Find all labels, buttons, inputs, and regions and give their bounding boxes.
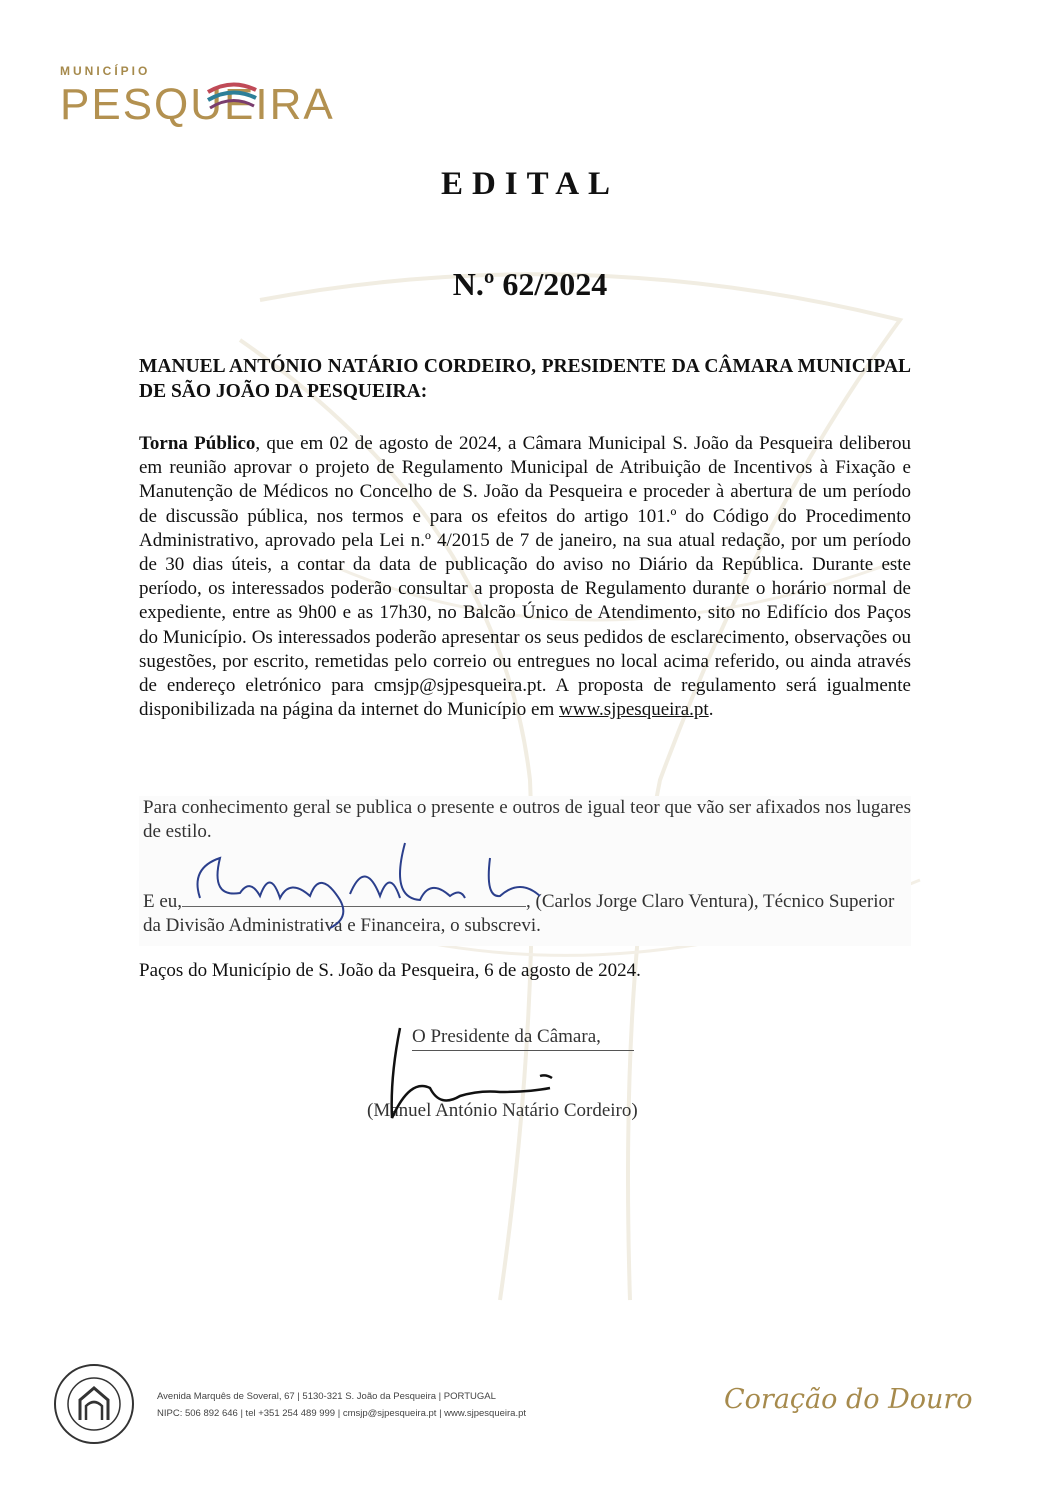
subscriber-prefix: E eu,	[143, 891, 183, 912]
coracao-do-douro-logo: Coração do Douro	[724, 1384, 973, 1415]
body-main: , que em 02 de agosto de 2024, a Câmara Municipal S. João da Pesqueira deliberou em reunião aprovar o projeto de Regulamento Municipal de Atribuição de Incentivos à Fixação e Manutenção de Médicos no Concelho de S. João da Pesqueira e proceder à abertura de um período de discussão pública, nos termos e para os efeitos do artigo 101.º do Código do Procedimento Administrativo, aprovado pela Lei n.º 4/2015 de 7 de janeiro, na sua atual redação, por um período de 30 dias úteis, a contar da data de publicação do aviso no Diário da República. Durante este período, os interessados poderão consultar a proposta de Regulamento durante o horário normal de expediente, entre as 9h00 e as 17h30, no Balcão Único de Atendimento, sito no Edifício dos Paços do Município. Os interessados poderão apresentar os seus pedidos de esclarecimento, observações ou sugestões, por escrito, remetidas pelo correio ou entregues no local acima referido, ou ainda através de endereço eletrónico para cmsjp@sjpesqueira.pt. A proposta de regulamento será igualmente disponibilizada na página da internet do Município em	[139, 433, 911, 721]
website-link[interactable]: www.sjpesqueira.pt	[559, 699, 709, 721]
president-signature	[370, 1018, 600, 1128]
logo-small-text: MUNICÍPIO	[60, 64, 151, 78]
body-lead: Torna Público	[139, 433, 256, 454]
document-heading: MANUEL ANTÓNIO NATÁRIO CORDEIRO, PRESIDENTE DA CÂMARA MUNICIPAL DE SÃO JOÃO DA PESQUEIRA:	[139, 356, 911, 402]
footer-address: Avenida Marquês de Soveral, 67 | 5130-321 S. João da Pesqueira | PORTUGAL	[157, 1391, 496, 1402]
watermark-graphic	[200, 260, 960, 1320]
president-name: (Manuel António Natário Cordeiro)	[367, 1100, 638, 1121]
place-date: Paços do Município de S. João da Pesqueira, 6 de agosto de 2024.	[139, 960, 641, 981]
municipio-pesqueira-logo	[60, 64, 360, 144]
publication-note: Para conhecimento geral se publica o presente e outros de igual teor que vão ser afixados nos lugares de estilo.	[143, 797, 911, 842]
subscriber-suffix: , (Carlos Jorge Claro Ventura), Técnico Superior da Divisão Administrativa e Financeira, o subscrevi.	[143, 891, 895, 936]
document-body	[139, 432, 911, 722]
subscriber-signature	[190, 838, 550, 938]
document-title: EDITAL	[440, 166, 620, 202]
logo-big-text: PESQUEIRA	[60, 80, 335, 129]
logo-wave-icon	[202, 72, 262, 132]
president-title: O Presidente da Câmara,	[412, 1026, 601, 1047]
document-number: N.º 62/2024	[452, 266, 608, 302]
world-heritage-seal-icon	[52, 1362, 136, 1446]
footer-contact	[157, 1388, 526, 1422]
footer-contacts: NIPC: 506 892 646 | tel +351 254 489 999 | cmsjp@sjpesqueira.pt | www.sjpesqueira.pt	[157, 1408, 527, 1419]
body-end: .	[708, 699, 714, 721]
